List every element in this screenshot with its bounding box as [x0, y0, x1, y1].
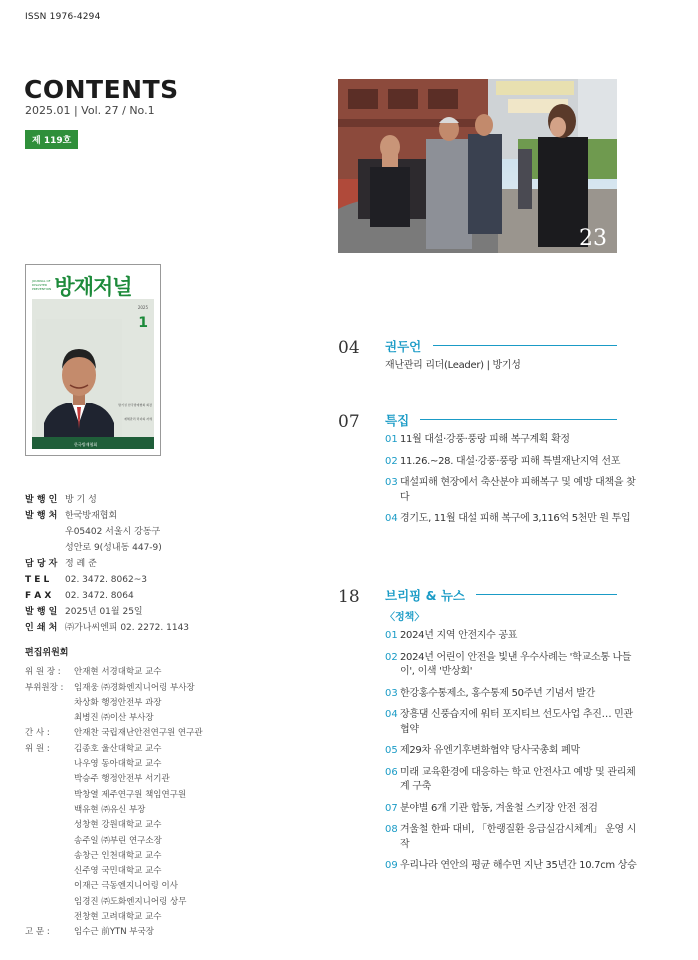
- info-value: 정 례 준: [65, 559, 97, 569]
- toc-item-number: 02: [385, 651, 398, 663]
- toc-item-number: 02: [385, 455, 398, 467]
- committee-member: 박승주 행정안전부 서기관: [74, 774, 170, 785]
- toc-item-text: 제29차 유엔기후변화협약 당사국총회 폐막: [400, 745, 580, 756]
- section-page-number: 04: [338, 338, 360, 358]
- toc-item-text: 겨울철 한파 대비, 「한랭질환 응급실감시체계」 운영 시작: [400, 824, 637, 850]
- toc-item-text: 미래 교육환경에 대응하는 학교 안전사고 예방 및 관리체계 구축: [400, 766, 636, 792]
- section-page-number: 07: [338, 412, 360, 432]
- toc-item[interactable]: [385, 433, 637, 448]
- info-value: 02. 3472. 8062~3: [65, 575, 147, 585]
- info-label: 발 행 인: [25, 495, 58, 505]
- cover-portrait: [36, 319, 122, 449]
- committee-row: [25, 665, 203, 680]
- committee-heading: 편집위원회: [25, 648, 69, 658]
- toc-item-text: 경기도, 11월 대설 피해 복구에 3,116억 5천만 원 투입: [400, 513, 631, 524]
- committee-row: [25, 726, 203, 741]
- toc-item-text: 11.26.~28. 대설·강풍·풍랑 피해 특별재난지역 선포: [400, 455, 621, 467]
- volume-info: 2025.01 | Vol. 27 / No.1: [25, 104, 155, 117]
- toc-item[interactable]: [385, 629, 637, 644]
- committee-member: 안재찬 국립재난안전연구원 연구관: [74, 728, 203, 739]
- toc-item-text: 2024년 어린이 안전을 빛낸 우수사례는 '학교소통 나들이', 이색 '반상회': [400, 651, 632, 677]
- committee-member: 임경진 ㈜도화엔지니어링 상무: [74, 896, 187, 907]
- committee-member: 박창열 제주연구원 책임연구원: [74, 789, 187, 800]
- cover-org-name: 한국방재협회: [74, 442, 98, 447]
- info-value: 한국방재협회: [65, 511, 118, 521]
- section-items: [385, 359, 637, 381]
- feature-photo: [338, 79, 617, 253]
- info-label: 인 쇄 처: [25, 623, 58, 633]
- toc-item-text: 분야별 6개 기관 합동, 겨울철 스키장 안전 점검: [400, 802, 598, 814]
- toc-item[interactable]: [385, 766, 637, 795]
- info-row: [25, 556, 189, 572]
- cover-title: 방재저널: [54, 275, 132, 299]
- toc-item-text: 한강홍수통제소, 홍수통제 50주년 기념서 발간: [400, 687, 595, 699]
- cover-caption-1: 방기성 한국방재협회 회장: [118, 403, 152, 407]
- committee-member: 송주일 ㈜부린 연구소장: [74, 835, 162, 846]
- editorial-committee: [25, 646, 203, 941]
- toc-item-number: 08: [385, 824, 398, 835]
- committee-member: 임수근 前YTN 부국장: [74, 927, 154, 938]
- committee-member: 임재웅 ㈜경화엔지니어링 부사장: [74, 682, 195, 693]
- toc-item[interactable]: [385, 859, 637, 874]
- toc-item-text: 우리나라 연안의 평균 해수면 지난 35년간 10.7cm 상승: [400, 860, 637, 871]
- cover-issue-number: 1: [138, 315, 148, 331]
- toc-section: [338, 587, 637, 907]
- committee-member: 백유현 ㈜유신 부장: [74, 804, 146, 815]
- info-row: [25, 588, 189, 604]
- committee-member: 안재현 서경대학교 교수: [74, 667, 162, 678]
- committee-role: 위 원 :: [25, 743, 50, 754]
- section-rule: [420, 419, 617, 420]
- toc-item-number: 03: [385, 477, 398, 488]
- toc-item[interactable]: [385, 651, 637, 680]
- committee-row: [25, 742, 203, 757]
- address-line-2: 성안로 9(성내동 447-9): [65, 543, 162, 553]
- committee-role: 고 문 :: [25, 927, 50, 938]
- toc-item[interactable]: [385, 359, 637, 374]
- toc-item-text: 대설피해 현장에서 축산분야 피해복구 및 예방 대책을 찾다: [400, 477, 636, 503]
- toc-item[interactable]: [385, 802, 637, 817]
- committee-member: 김종호 울산대학교 교수: [74, 743, 162, 754]
- street-scene-image: [338, 79, 617, 253]
- toc-section: [338, 412, 636, 562]
- section-title: 특집: [385, 413, 410, 428]
- toc-item[interactable]: [385, 512, 637, 527]
- toc-item[interactable]: [385, 455, 637, 470]
- toc-item-text: 장흥댐 신풍습지에 워터 포지티브 선도사업 추진… 민관 협약: [400, 709, 633, 735]
- toc-item[interactable]: [385, 744, 637, 759]
- section-title: 권두언: [385, 339, 422, 354]
- committee-member: 차상화 행정안전부 과장: [74, 697, 162, 708]
- section-page-number: 18: [338, 587, 360, 607]
- toc-item-number: 06: [385, 766, 398, 778]
- info-row: [25, 620, 189, 636]
- committee-row: [25, 681, 203, 696]
- section-subheading: 〈정책〉: [385, 612, 425, 623]
- info-label: T E L: [25, 575, 50, 585]
- cover-small-text: JOURNAL OF DISASTER PREVENTION: [32, 279, 52, 291]
- info-row: [25, 572, 189, 588]
- toc-item-number: 04: [385, 709, 398, 720]
- toc-item-text: 2024년 지역 안전지수 공표: [400, 630, 518, 641]
- info-label: 발 행 처: [25, 511, 58, 521]
- info-label: F A X: [25, 591, 52, 601]
- toc-item-number: 01: [385, 630, 398, 641]
- info-row: [25, 492, 189, 508]
- committee-member: 성창현 강원대학교 교수: [74, 820, 162, 831]
- section-items: [385, 433, 637, 534]
- committee-member: 최병진 ㈜이산 부사장: [74, 713, 154, 724]
- toc-section: [338, 338, 633, 378]
- issn-text: ISSN 1976-4294: [25, 12, 101, 22]
- committee-member: 송창근 인천대학교 교수: [74, 850, 162, 861]
- info-label: 발 행 일: [25, 607, 58, 617]
- info-value: 2025년 01월 25일: [65, 607, 143, 617]
- cover-caption-2: 재해관리 리더의 자세: [124, 417, 152, 421]
- toc-item[interactable]: [385, 476, 637, 505]
- toc-item-text: 재난관리 리더(Leader) | 방기성: [385, 360, 521, 371]
- section-items: [385, 608, 637, 881]
- toc-item[interactable]: [385, 687, 637, 702]
- info-label: 담 당 자: [25, 559, 58, 569]
- section-rule: [476, 594, 617, 595]
- toc-item-number: 04: [385, 513, 398, 524]
- committee-row: [25, 925, 203, 940]
- cover-year: 2025: [137, 305, 148, 310]
- toc-item-number: 01: [385, 434, 398, 445]
- committee-member: 이재근 극동엔지니어링 이사: [74, 881, 178, 892]
- committee-member: 신주영 국민대학교 교수: [74, 866, 162, 877]
- committee-member: 나우영 동아대학교 교수: [74, 759, 162, 770]
- address-line-1: 우05402 서울시 강동구: [65, 527, 161, 537]
- section-title: 브리핑 & 뉴스: [385, 588, 465, 603]
- toc-item-number: 03: [385, 687, 398, 699]
- publisher-info: [25, 492, 189, 636]
- committee-role: 간 사 :: [25, 728, 50, 739]
- toc-item-text: 11월 대설·강풍·풍랑 피해 복구계획 확정: [400, 434, 570, 445]
- cover-thumbnail: [25, 264, 161, 456]
- page-title: CONTENTS: [24, 75, 179, 104]
- toc-item[interactable]: [385, 708, 637, 737]
- photo-page-number: 23: [579, 226, 607, 251]
- committee-role: 위 원 장 :: [25, 667, 61, 678]
- info-row: [25, 508, 189, 524]
- info-row: [25, 604, 189, 620]
- info-value: 02. 3472. 8064: [65, 591, 134, 601]
- toc-item-number: 07: [385, 802, 398, 814]
- committee-role: 부위원장 :: [25, 682, 64, 693]
- issue-badge: 제 119호: [25, 130, 78, 149]
- committee-member: 전창현 고려대학교 교수: [74, 912, 162, 923]
- toc-item[interactable]: [385, 823, 637, 852]
- info-value: ㈜가나씨엔피 02. 2272. 1143: [65, 623, 190, 633]
- toc-item-number: 09: [385, 860, 398, 871]
- toc-item-number: 05: [385, 745, 398, 756]
- info-value: 방 기 성: [65, 495, 97, 505]
- section-rule: [433, 345, 617, 346]
